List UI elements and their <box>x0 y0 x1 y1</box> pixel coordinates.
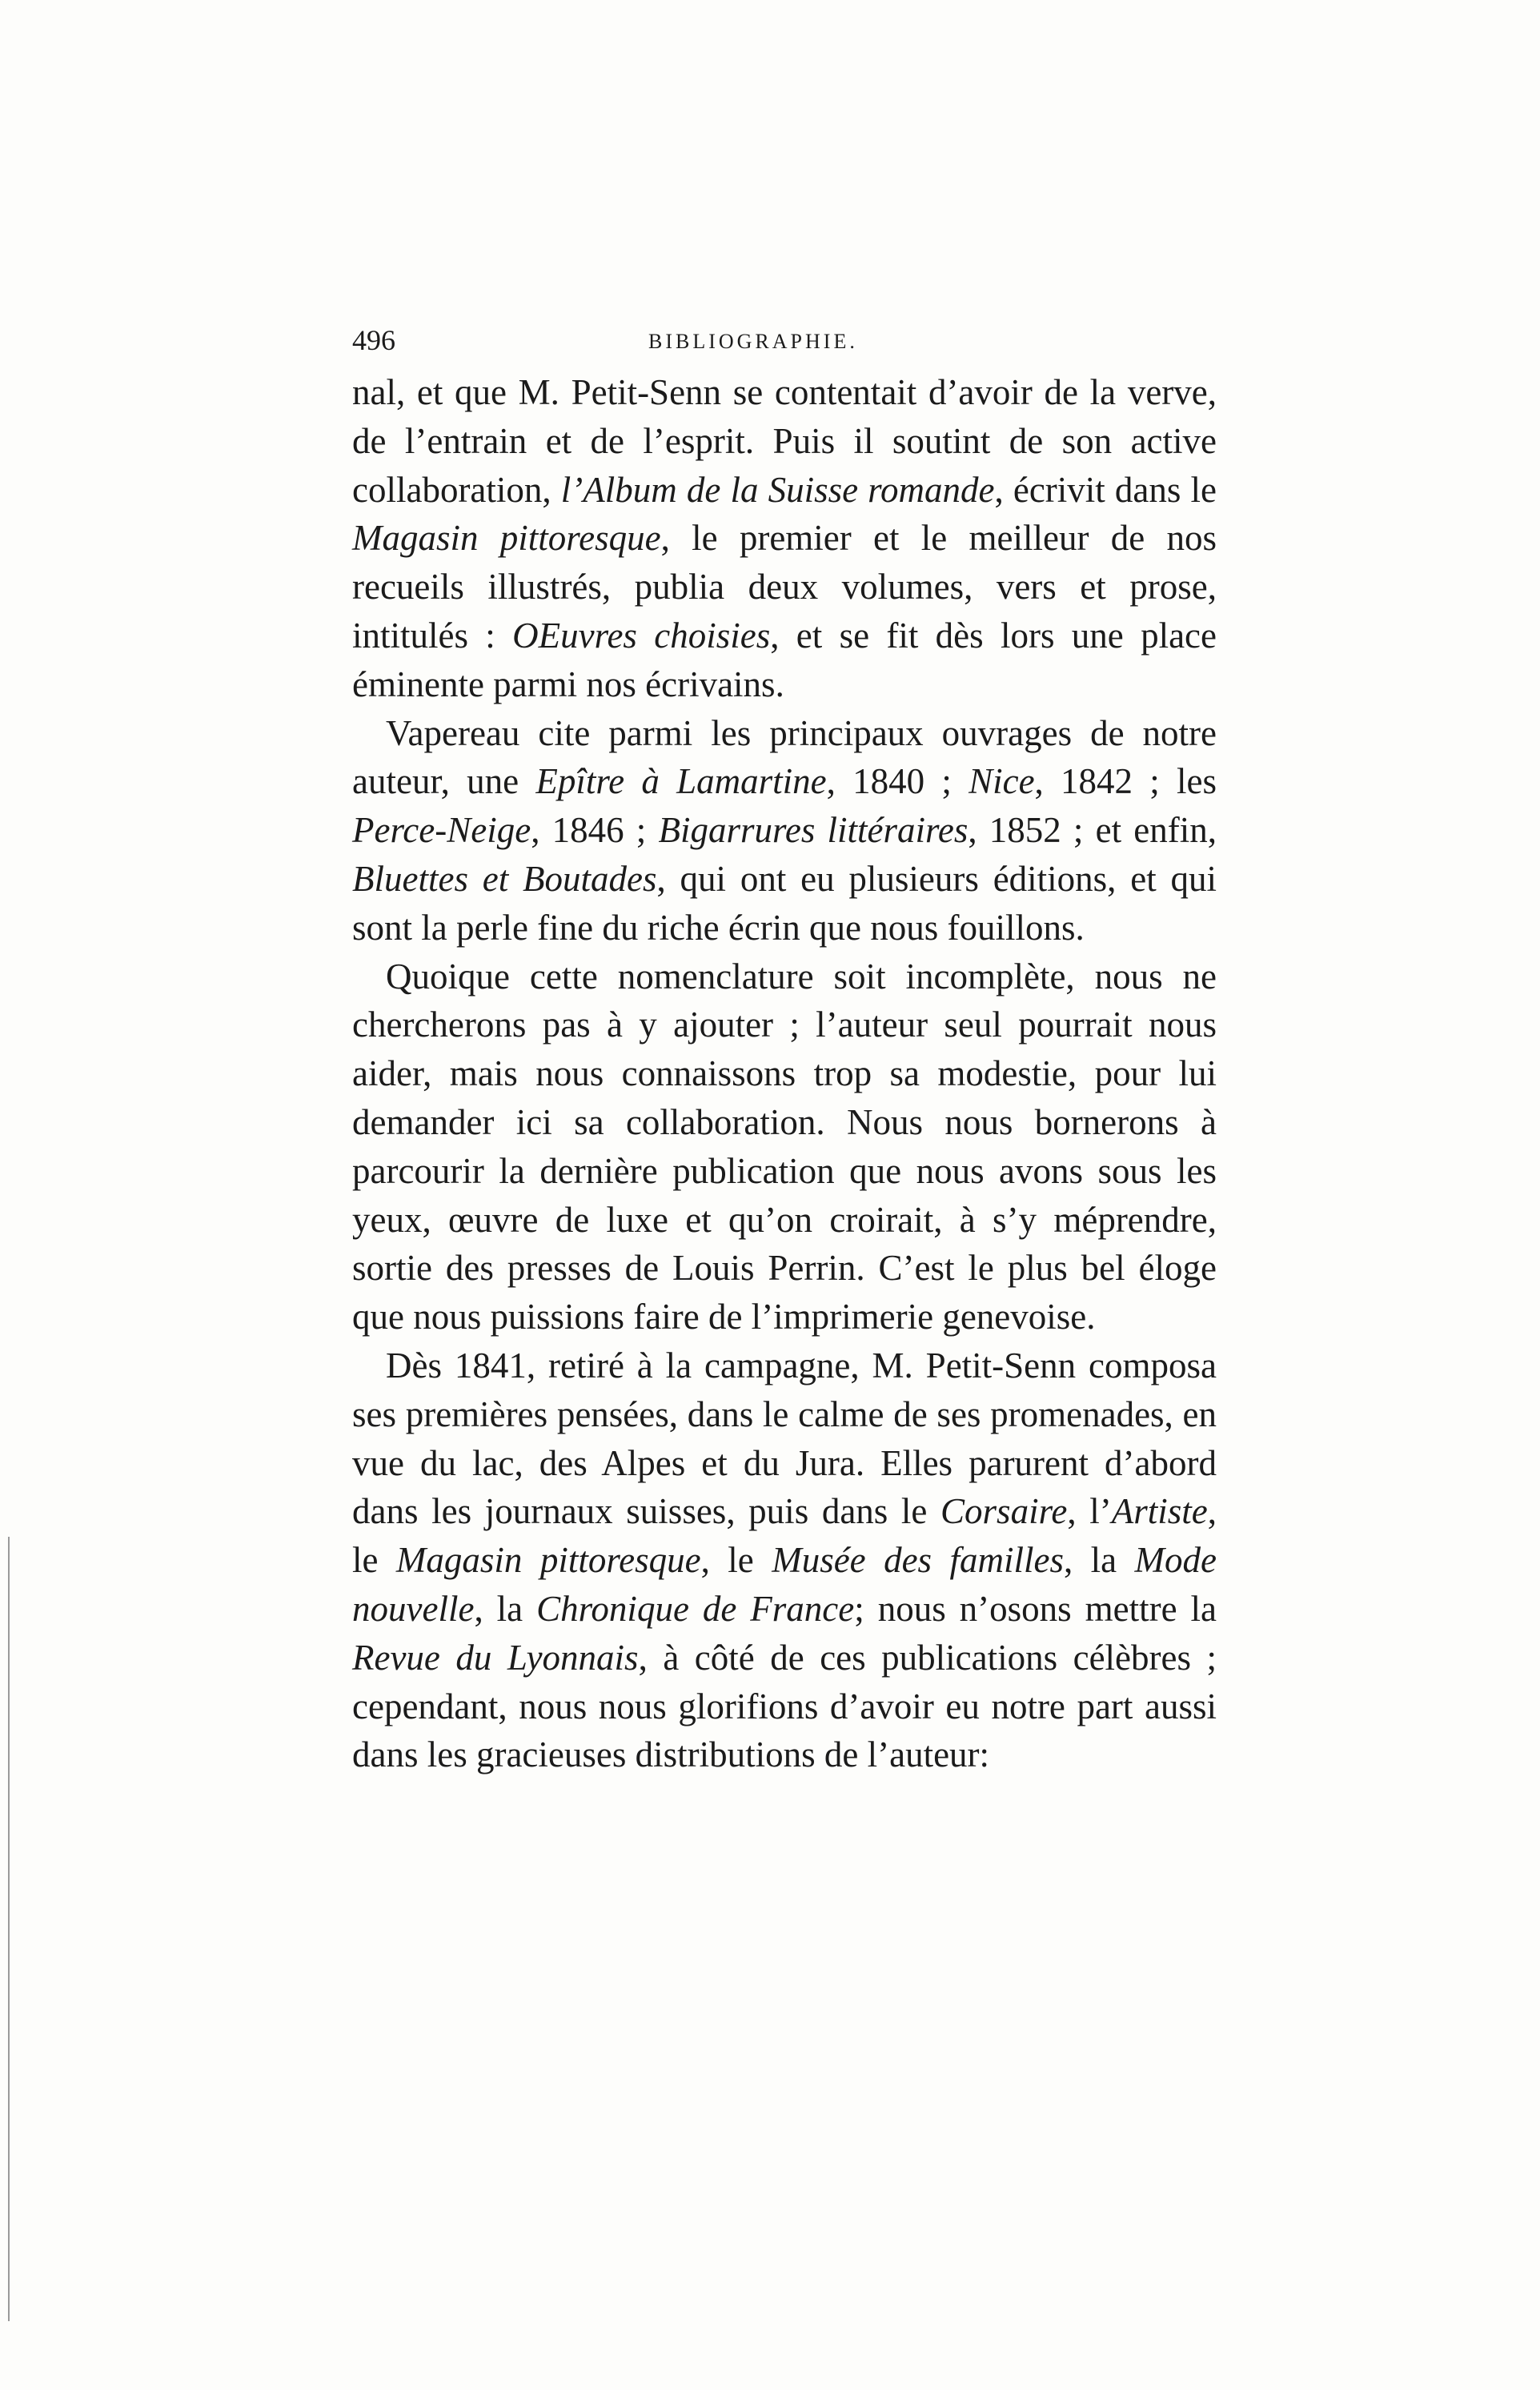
italic-title-text: l’Album de la Suisse romande <box>560 469 995 510</box>
text-run: , le <box>700 1540 772 1581</box>
text-run: , qui ont eu plusieurs éditions, et qui sont la perle fine du riche écrin que nous fouillons. <box>352 858 1217 948</box>
italic-title-text: Revue du Lyonnais <box>352 1637 639 1678</box>
italic-title-text: Magasin pittoresque <box>395 1540 701 1581</box>
text-run: , le <box>352 1491 1217 1581</box>
text-run: , 1846 ; <box>531 810 659 851</box>
text-run: , 1852 ; et enfin, <box>968 810 1217 851</box>
italic-title-text: Epître à Lamartine <box>535 761 827 802</box>
text-run: nal, et que M. Petit-Senn se contentait d’avoir de la verve, de l’entrain et de l’esprit. Puis il soutint de son active collaboration, <box>352 372 1217 510</box>
paragraph <box>352 709 1217 952</box>
text-run: , le premier et le meilleur de nos recueils illustrés, publia deux volumes, vers et prose, intitulés : <box>352 518 1217 656</box>
paragraph <box>352 1341 1217 1779</box>
text-run: , écrivit dans le <box>994 469 1217 510</box>
italic-title-text: Bigarrures littéraires <box>658 810 969 851</box>
text-run: , la <box>474 1588 537 1629</box>
text-run: , la <box>1063 1540 1135 1581</box>
text-run: , l’ <box>1067 1491 1112 1532</box>
text-run: Dès 1841, retiré à la campagne, M. Petit-Senn composa ses premières pensées, dans le calme de ses promenades, en vue du lac, des Alpes et du Jura. Elles parurent d’abord dans les journaux suisses, puis dans le <box>352 1345 1217 1532</box>
text-run: Quoique cette nomenclature soit incomplète, nous ne chercherons pas à y ajouter ; l’auteur seul pourrait nous aider, mais nous connaissons trop sa modestie, pour lui demander ici sa collaboration. Nous nous bornerons à parcourir la dernière publication que nous avons sous les yeux, œuvre de luxe et qu’on croirait, à s’y méprendre, sortie des presses de Louis Perrin. C’est le plus bel éloge que nous puissions faire de l’imprimerie genevoise. <box>352 956 1217 1337</box>
italic-title-text: Nice <box>969 761 1035 802</box>
italic-title-text: Musée des familles <box>772 1540 1064 1581</box>
paragraph <box>352 368 1217 709</box>
italic-title-text: Artiste <box>1111 1491 1208 1532</box>
paragraph <box>352 952 1217 1341</box>
text-run: Vapereau cite parmi les principaux ouvrages de notre auteur, une <box>352 712 1217 802</box>
body-text <box>352 368 1217 1779</box>
text-run: , et se fit dès lors une place éminente parmi nos écrivains. <box>352 615 1217 704</box>
italic-title-text: Perce-Neige <box>352 810 531 851</box>
italic-title-text: Corsaire <box>940 1491 1068 1532</box>
text-run: ; nous n’osons mettre la <box>854 1588 1217 1629</box>
text-run: , 1840 ; <box>826 761 969 802</box>
section-title: BIBLIOGRAPHIE. <box>648 330 858 353</box>
italic-title-text: Magasin pittoresque <box>352 518 661 559</box>
italic-title-text: OEuvres choisies <box>512 615 771 656</box>
page-number: 496 <box>352 324 395 356</box>
italic-title-text: Chronique de France <box>536 1588 855 1629</box>
page-edge-line <box>8 1537 10 2321</box>
running-head <box>352 320 1217 360</box>
italic-title-text: Mode nouvelle <box>352 1540 1217 1629</box>
text-run: , à côté de ces publications célèbres ; cependant, nous nous glorifions d’avoir eu notre part aussi dans les gracieuses distributions de l’auteur: <box>352 1637 1217 1775</box>
book-page <box>352 320 1217 1779</box>
text-run: , 1842 ; les <box>1034 761 1217 802</box>
italic-title-text: Bluettes et Boutades <box>352 858 657 899</box>
